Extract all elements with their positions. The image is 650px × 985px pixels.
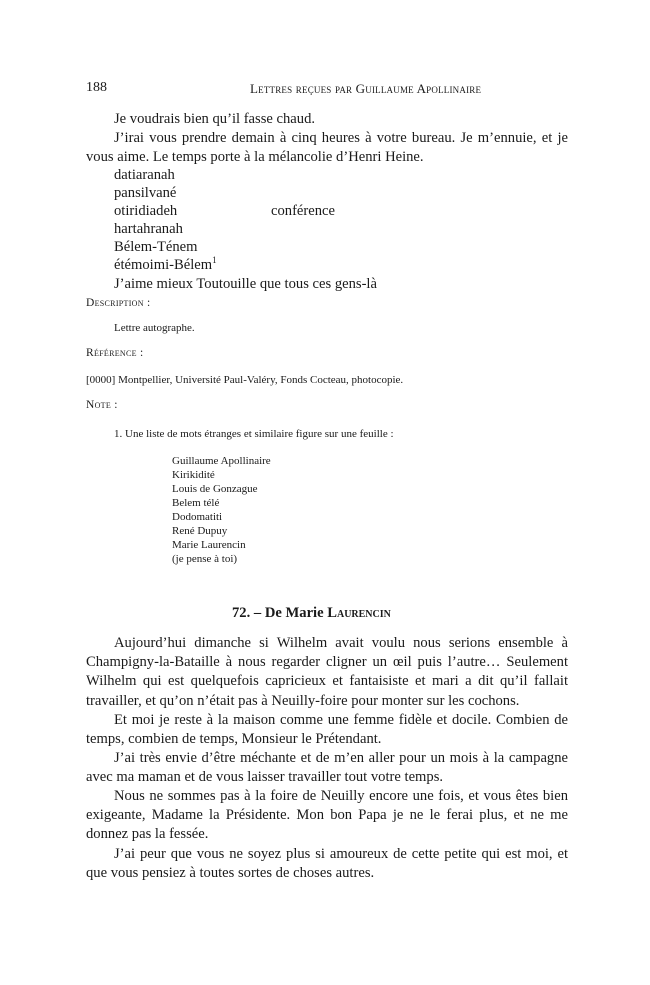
letter-word: Bélem-Ténem [114, 239, 198, 255]
description-label: Description : [86, 297, 151, 309]
section-author: Laurencin [327, 605, 391, 621]
reference-label: Référence : [86, 347, 144, 359]
note-list-item: Dodomatiti [172, 511, 223, 523]
letter-word: hartahranah [114, 221, 183, 237]
body-paragraph: Et moi je reste à la maison comme une femme fidèle et docile. Combien de temps, combien de temps, Monsieur le Prétendant. [86, 712, 568, 748]
letter-word: otiridiadeh [114, 203, 178, 219]
body-paragraph: Aujourd’hui dimanche si Wilhelm avait voulu nous serions ensemble à Champigny-la-Bataille à nous regarder cligner un œil puis l’autre… Seulement Wilhelm qui est quelquefois capricieux et fantaisiste et mari a dit qu’il fallait travailler, et qu’on n’était pas à Neuilly-foire pour monter sur les cochons. [86, 635, 568, 709]
note-list-item: René Dupuy [172, 525, 228, 537]
reference-text: [0000] Montpellier, Université Paul-Valéry, Fonds Cocteau, photocopie. [86, 374, 404, 386]
letter-word-conference: conférence [271, 203, 335, 219]
note-list-item: Guillaume Apollinaire [172, 455, 271, 467]
section-heading: 72. – De Marie Laurencin [232, 605, 391, 621]
letter-closing: J’aime mieux Toutouille que tous ces gens-là [114, 276, 377, 292]
note-label: Note : [86, 399, 118, 411]
body-paragraph: Nous ne sommes pas à la foire de Neuilly encore une fois, et vous êtes bien exigeante, Madame la Présidente. Mon bon Papa je ne le ferai plus, et ne me donnez pas la fessée. [86, 788, 568, 843]
note-list-item: Louis de Gonzague [172, 483, 258, 495]
note-text: 1. Une liste de mots étranges et similaire figure sur une feuille : [114, 428, 394, 440]
body-paragraph: J’ai peur que vous ne soyez plus si amoureux de cette petite qui est moi, et que vous pensiez à toutes sortes de choses autres. [86, 846, 568, 882]
letter-line: J’irai vous prendre demain à cinq heures à votre bureau. Je m’ennuie, et je [114, 130, 568, 146]
footnote-marker: 1 [212, 255, 217, 266]
letter-word: datiaranah [114, 167, 175, 183]
letter-line: Je voudrais bien qu’il fasse chaud. [114, 111, 316, 127]
letter-word: pansilvané [114, 185, 177, 201]
page-number: 188 [86, 80, 107, 95]
letter-word: étémoimi-Bélem$^1$ [114, 255, 217, 273]
body-paragraph: J’ai très envie d’être méchante et de m’en aller pour un mois à la campagne avec ma maman et de vous laisser travailler tout votre temps. [86, 750, 568, 786]
description-text: Lettre autographe. [114, 322, 195, 334]
running-title: Lettres reçues par Guillaume Apollinaire [250, 81, 482, 96]
note-list-item: Kirikidité [172, 469, 215, 481]
letter-line: vous aime. Le temps porte à la mélancolie d’Henri Heine. [86, 149, 424, 165]
note-list-item: (je pense à toi) [172, 553, 238, 565]
note-list-item: Marie Laurencin [172, 539, 246, 551]
note-list-item: Belem télé [172, 497, 220, 509]
